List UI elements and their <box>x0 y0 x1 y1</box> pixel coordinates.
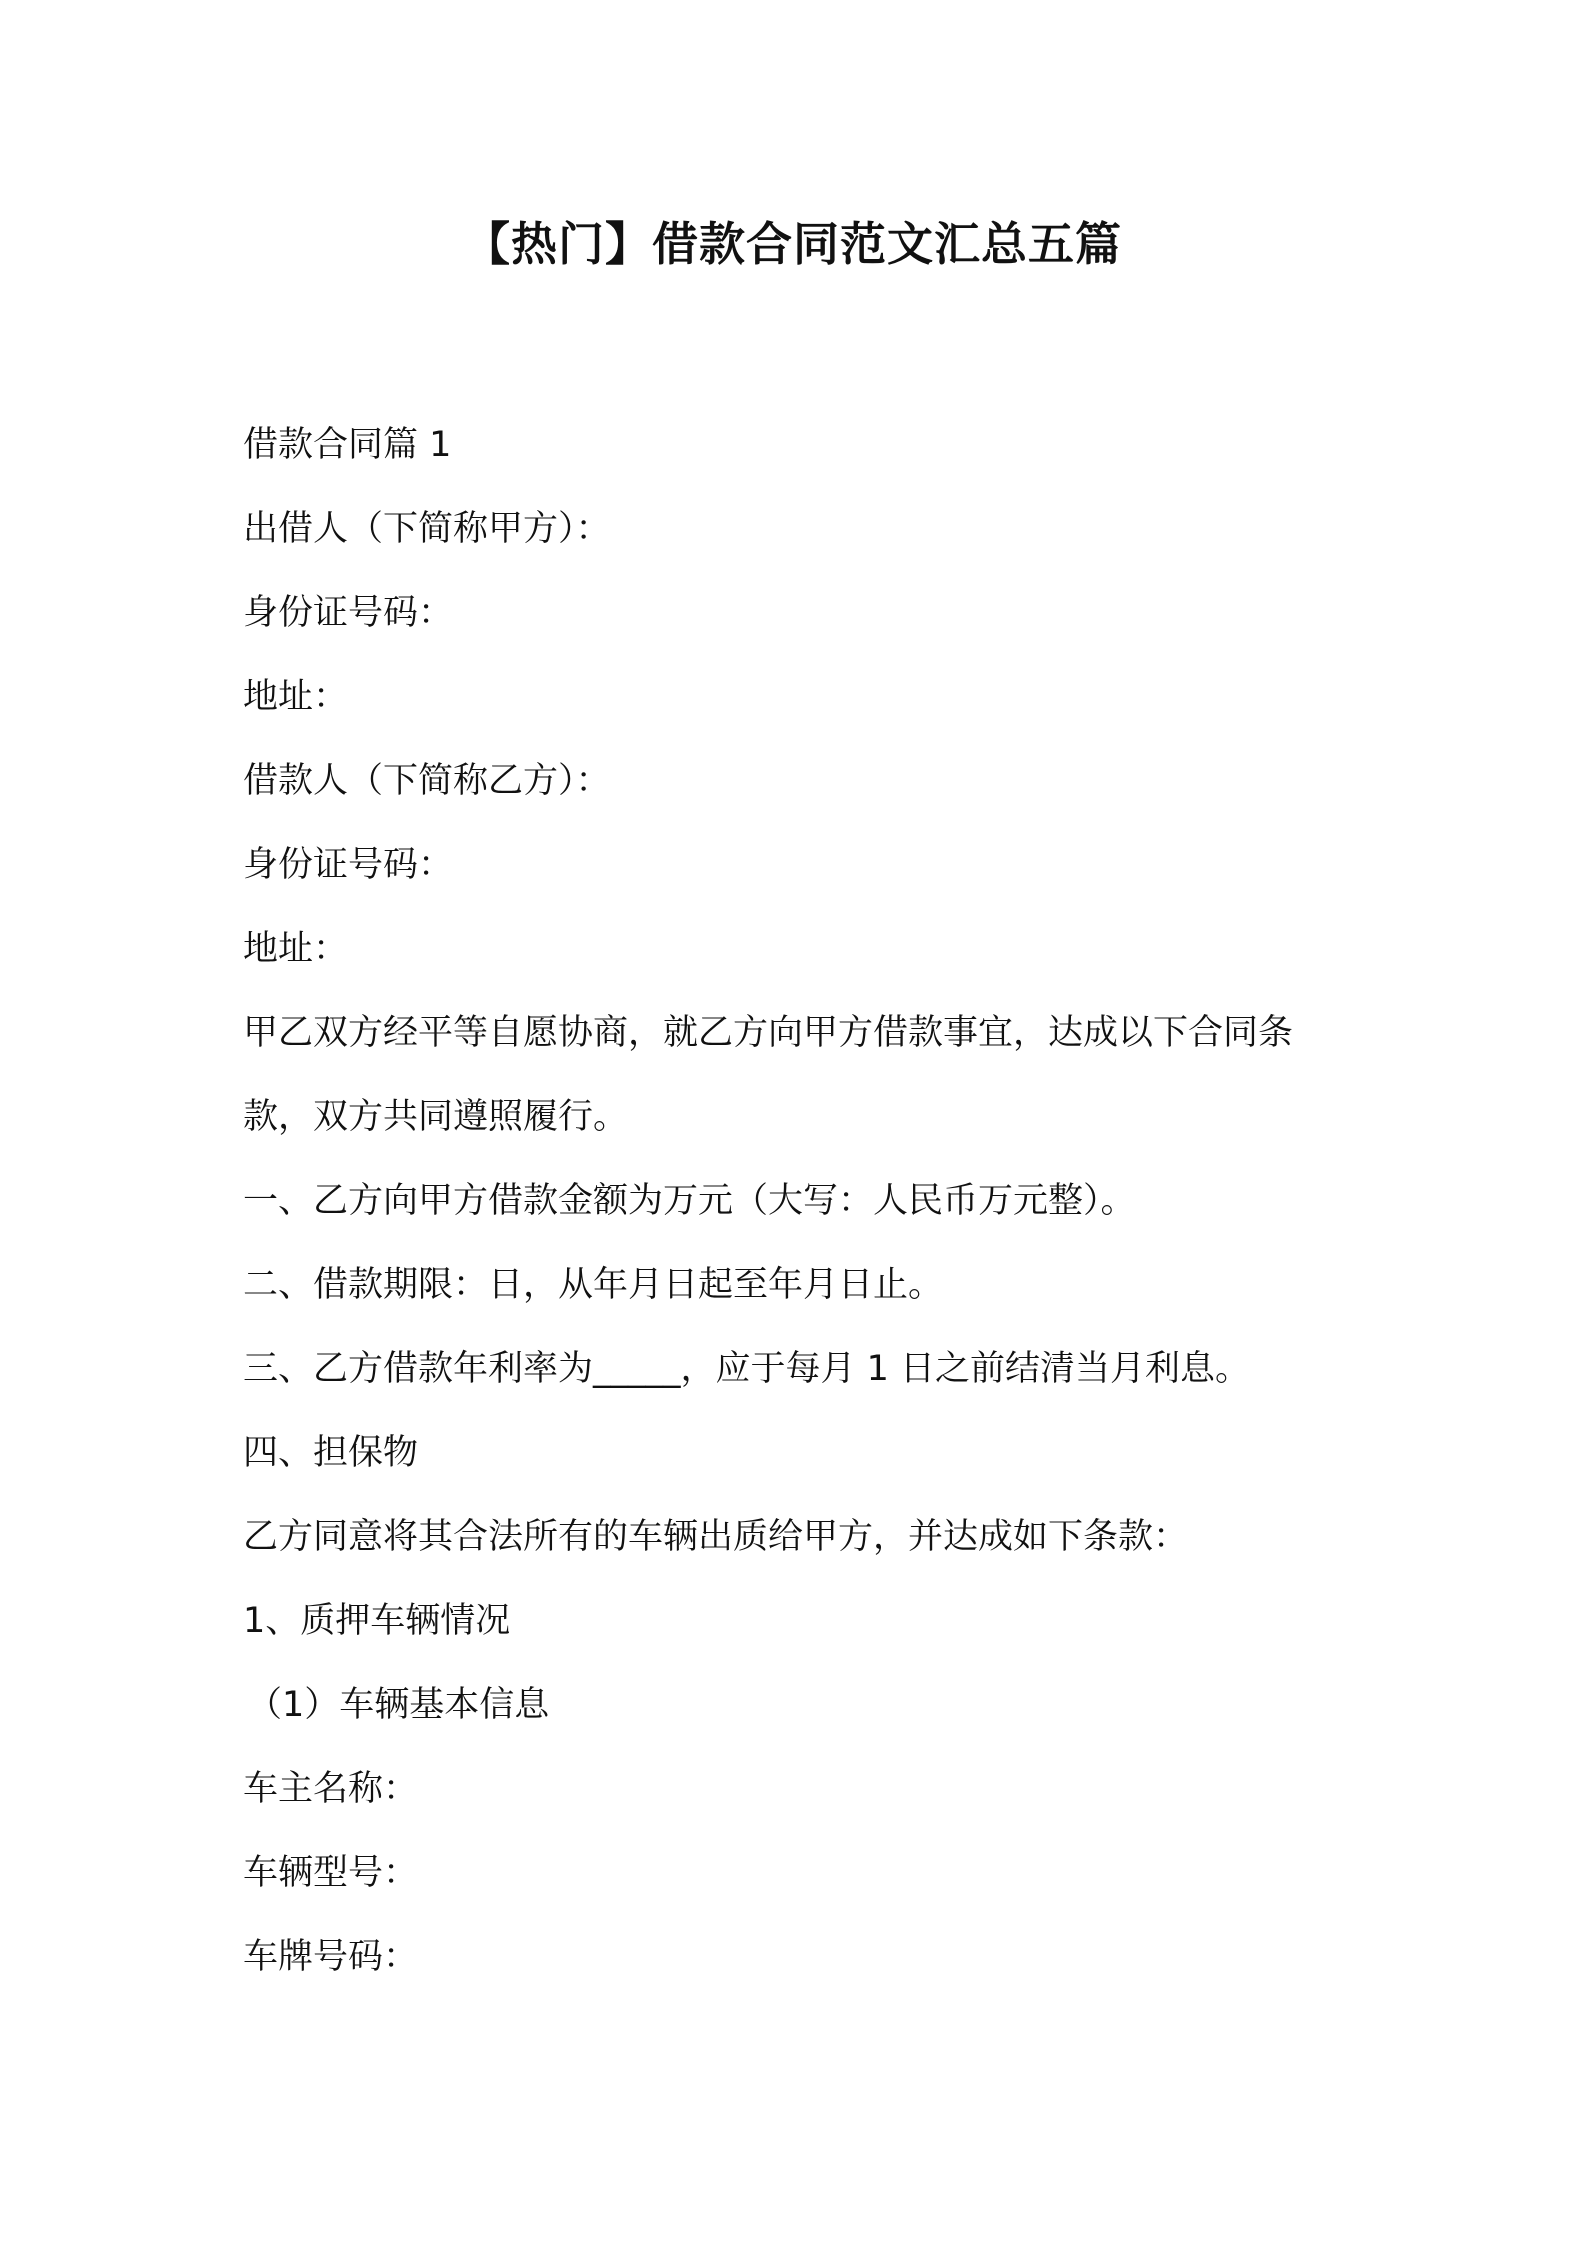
clause-term: 二、借款期限：日，从年月日起至年月日止。 <box>243 1265 944 1305</box>
borrower-id-line: 身份证号码： <box>243 845 454 885</box>
borrower-address-line: 地址： <box>243 929 349 969</box>
section-heading: 借款合同篇 1 <box>243 425 452 465</box>
clause-interest: 三、乙方借款年利率为_____，应于每月 1 日之前结清当月利息。 <box>243 1349 1251 1389</box>
lender-address-line: 地址： <box>243 677 349 717</box>
subclause-vehicle-info: （1）车辆基本信息 <box>247 1685 550 1725</box>
clause-collateral-heading: 四、担保物 <box>243 1433 419 1473</box>
preamble-line-1: 甲乙双方经平等自愿协商，就乙方向甲方借款事宜，达成以下合同条 <box>243 1013 1294 1053</box>
preamble-line-2: 款，双方共同遵照履行。 <box>243 1097 629 1137</box>
subclause-vehicle-heading: 1、质押车辆情况 <box>243 1601 511 1641</box>
lender-id-line: 身份证号码： <box>243 593 454 633</box>
vehicle-model-line: 车辆型号： <box>243 1853 419 1893</box>
document-title: 【热门】借款合同范文汇总五篇 <box>464 217 1122 271</box>
document-body <box>243 403 1363 1999</box>
clause-collateral-text: 乙方同意将其合法所有的车辆出质给甲方，并达成如下条款： <box>243 1517 1189 1557</box>
lender-line: 出借人（下简称甲方）： <box>243 509 611 549</box>
vehicle-plate-line: 车牌号码： <box>243 1937 419 1977</box>
clause-amount: 一、乙方向甲方借款金额为万元（大写：人民币万元整）。 <box>243 1181 1136 1221</box>
vehicle-owner-line: 车主名称： <box>243 1769 419 1809</box>
borrower-line: 借款人（下简称乙方）： <box>243 761 611 801</box>
